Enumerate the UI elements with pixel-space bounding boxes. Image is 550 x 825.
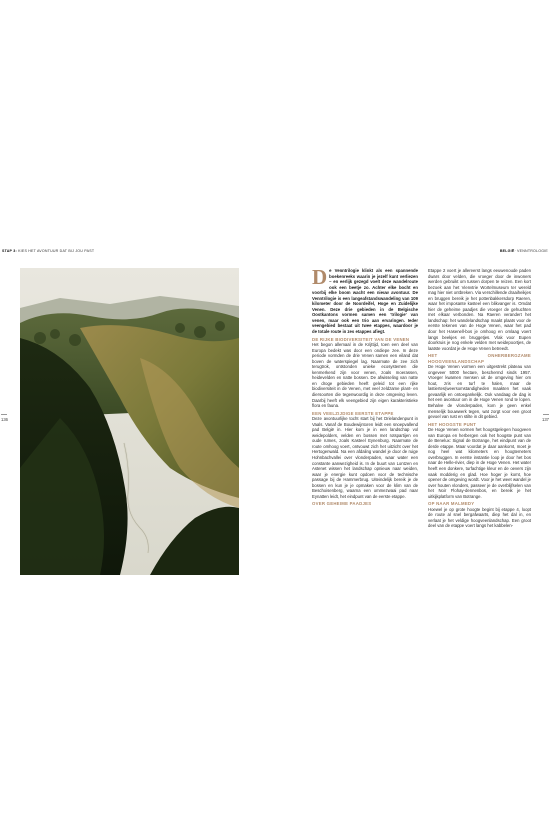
running-head-right	[500, 249, 548, 253]
forest-valley-photo	[20, 268, 239, 575]
section-heading: OVER GEHEIME PAADJES	[312, 501, 372, 507]
article-intro	[312, 265, 418, 335]
running-head-left	[2, 249, 94, 253]
section-body: Hoewel je op grote hoogte begint bij etappe 4, loopt de route al snel bergafwaarts, diep het dal in, en verlaat je het veldige hoogveenlandschap. Een groot deel van de etappe voert langs het kabbelen-	[428, 506, 531, 529]
running-head-title: KIES HET AVONTUUR DAT BIJ JOU PAST	[18, 249, 95, 253]
folio-tick-left	[1, 414, 7, 415]
running-head-section: STAP 3:	[2, 249, 17, 253]
section-heading: HET ONHERBERGZAME HOOGVEENLANDSCHAP	[428, 353, 531, 364]
folio-tick-right	[543, 414, 549, 415]
section-heading: DE RIJKE BIODIVERSITEIT VAN DE VENEN	[312, 336, 410, 342]
article-column-1	[312, 265, 418, 507]
page-number-left: 136	[1, 417, 8, 422]
section-body: De Hoge Venen vormen een uitgestrekt plateau van ongeveer 5000 hectare, beschermd sinds 1957. Vroeger kwamen mensen uit de omgeving hier om hout, zris en turf te halen, maar de lastiertes(weersomstandigheden maakten het vaak gevaarlijk en ontoegankelijk. Ook vandaag de dag is het een avontuur om in de Hoge Venen rond te lopen. Behalve de vlonderpaden, kom je geen enkel menselijk bouwwerk tegen, wat zorgt voor een groot gevoel van rust en stilte in dit gebied.	[428, 364, 531, 420]
section-heading: OP NAAR MALMEDY	[428, 501, 475, 507]
running-head-country: BELGIË	[499, 249, 515, 253]
section-heading: EEN VEELZIJDIGE EERSTE ETAPPE	[312, 410, 394, 416]
photo-illustration	[20, 268, 239, 575]
intro-lead: e Venntrilogie klinkt als een spannende boekenreeks waarin je jezelf kunt verliezen – en eerlijk gezegd voelt deze wandelroute ook een beetje zo. Achter elke bocht en voorbij elke boom wacht een nieuw avontuur. De Venntrilogie is een langeafstandswandeling van 109 kilometer door de Noordeifel, Hoge en Zuidelijke Venen. Deze drie gebieden in de Belgische Oostkantons vormen samen een 'trilogie' van venen, maar ook een trio aan ervaringen. Ieder veengebied bestaat uit twee etappes, waardoor je de totale route in zes etappes afiegt.	[312, 268, 418, 335]
section-body: Deze avontuurlijke tocht start bij het Drielandenpunt in Vaals. Vanaf de Boudewijntoren leidt een snoepvallend pad België in. Hier kom je in een landschap vol weidepolders, velden en bossen met rotspartijen en oude ruïnes, zoals Kasteel Eynenburg. Naarmate de route omhoog voert, ontvouwt zich het uitzicht over het Hertogenwald. Na een afdaling wandel je door de ruige Hohnbachvallei over vlonderpaden, waar water een constante aanwezigheid is. In de buurt van Lontzen en Astenet wissen het landschap opnieuw naar weiden, waar je energie kunt opdoen voor de technische passage bij de Hammerbrug. Uiteindelijk bereik je de bossen en kun je je opmaken voor de klim van de Beschoisenberg, waarna een ommezwaai pad naar Eynatten leidt, het eindpunt van de eerste etappe.	[312, 416, 418, 499]
section-body: Etappe 2 voert je allereerst langs eeuwenoude paden dwars door velden, die vroeger door de inwoners werden gebruikt om tussen dorpen te reizen. Een kort bezoek aan het Vienvtrie Wortelmuseum ter wereld mag hier niet ontbreken. Via verschillende draaiheikjes en bruggen bereik je het pottenbakkersdorp Raeren, waar het imposante kasteel een blikvanger is. Omdat hier de geheime paadjes die vroeger de gehuchten met elkaar verbonden. Na Raeren verandert het landschap: het wandelandschap maakt plaats voor de eerste tekenen van de Hoge Venen, waar het pad door het Hasenell-bos je omhoog en omlaag voert langs beekjes en bruggetjes. Vlak voor Eupen doorkruis je nog enkele velden met weidepoortjes, de laatste voordat je de Hoge Venen betreedt.	[428, 268, 531, 351]
section-body: De Hoge Venen vormen het hoogstgelegen hoogveen van Europa en herbergen ook het hoogste punt van de Benelux: Signal de Botrange, het eindpunt van de derde etappe. Maar voordat je daar aankomt, moet je nog heel wat kilometers en hoogtemeters overbruggen. In eerste instantie loop je door het bos naar de Helle-rivier, diep in de Hoge Venen. Het water heeft een donkere, turfachtige kleur en de oevers zijn vaak modderig en glad. Hoe hoger je komt, hoe opener de omgeving wordt. Voor je het weet wandel je over houten vlonders, passeer je de overblijfselen van het Noir Flohay-dennenbos, en bereik je het uitkijkplatform van Botrange.	[428, 427, 531, 499]
article-column-2	[428, 268, 531, 531]
page-number-right: 137	[542, 417, 549, 422]
running-head-topic: · VENNTROLOGIE	[514, 249, 548, 253]
section-heading: HET HOOGSTE PUNT	[428, 421, 477, 427]
drop-cap: D	[312, 265, 328, 289]
section-body: Het begon allemaal in de Krijttijd, toen een deel van Europa bedekt was door een ondiepe zee. In deze periode vormden de drie Venen samen een eiland dat boven de waterspiegel lag. Naarmate de zee zich terugtrok, ontstonden unieke ecosystemen die kenmerkend zijn voor venen, zoals moerassen, heidevelden en natte bossen. De afwisseling van natte en droge gebieden heeft geleid tot een rijke biodiversiteit in de Venen, met veel zeldzame plant- en diersoorten die tegenwoordig in deze omgeving leven. Daarbij heeft elk veengebied zijn eigen karakteristieke flora en fauna.	[312, 342, 418, 409]
